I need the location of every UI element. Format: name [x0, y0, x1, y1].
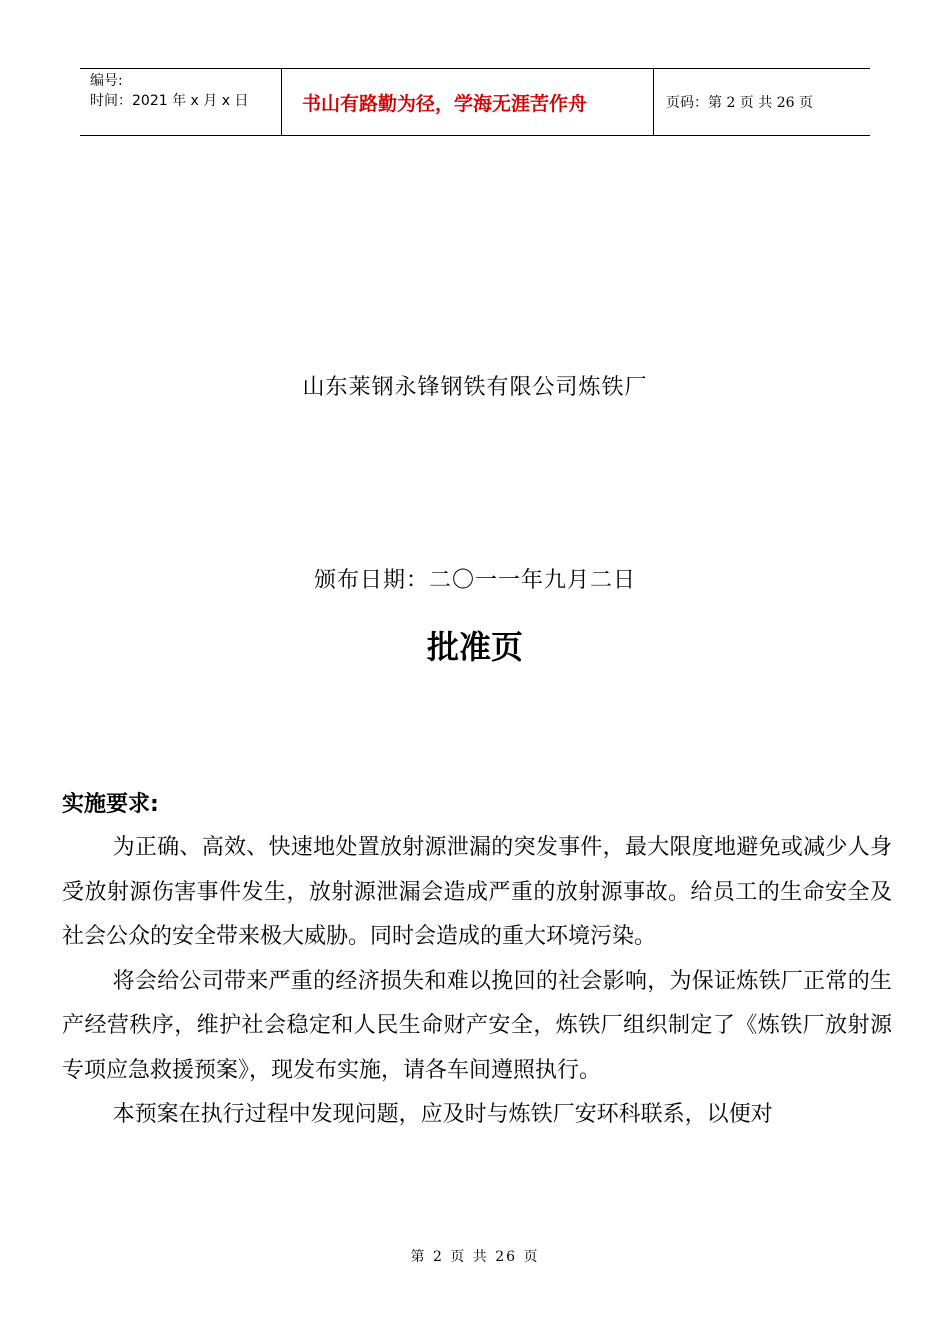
header-meta: [80, 69, 282, 135]
paragraph-1: 为正确、高效、快速地处置放射源泄漏的突发事件，最大限度地避免或减少人身受放射源伤害事件发生，放射源泄漏会造成严重的放射源事故。给员工的生命安全及社会公众的安全带来极大威胁。同时会造成的重大环境污染。: [62, 835, 892, 949]
body-text: [62, 826, 892, 1138]
approval-page-title: 批准页: [426, 628, 523, 666]
page-info-text: 页码：第 2 页 共 26 页: [666, 95, 813, 111]
header-page-info: [654, 69, 870, 135]
header-motto: [282, 69, 654, 135]
paragraph-2: 将会给公司带来严重的经济损失和难以挽回的社会影响，为保证炼铁厂正常的生产经营秩序，维护社会稳定和人民生命财产安全，炼铁厂组织制定了《炼铁厂放射源专项应急救援预案》，现发布实施，请各车间遵照执行。: [62, 968, 892, 1083]
page-footer: 第 2 页 共 26 页: [410, 1249, 540, 1265]
paragraph-3: 本预案在执行过程中发现问题，应及时与炼铁厂安环科联系，以便对: [112, 1102, 773, 1127]
document-header: [80, 68, 870, 136]
number-label: 编号:: [90, 73, 123, 89]
section-title: 实施要求:: [62, 792, 159, 817]
release-date: 颁布日期：二〇一一年九月二日: [313, 568, 636, 593]
company-name: 山东莱钢永锋钢铁有限公司炼铁厂: [302, 375, 648, 400]
time-label: 时间：2021 年 x 月 x 日: [90, 93, 249, 109]
motto-text: 书山有路勤为径，学海无涯苦作舟: [302, 92, 588, 115]
